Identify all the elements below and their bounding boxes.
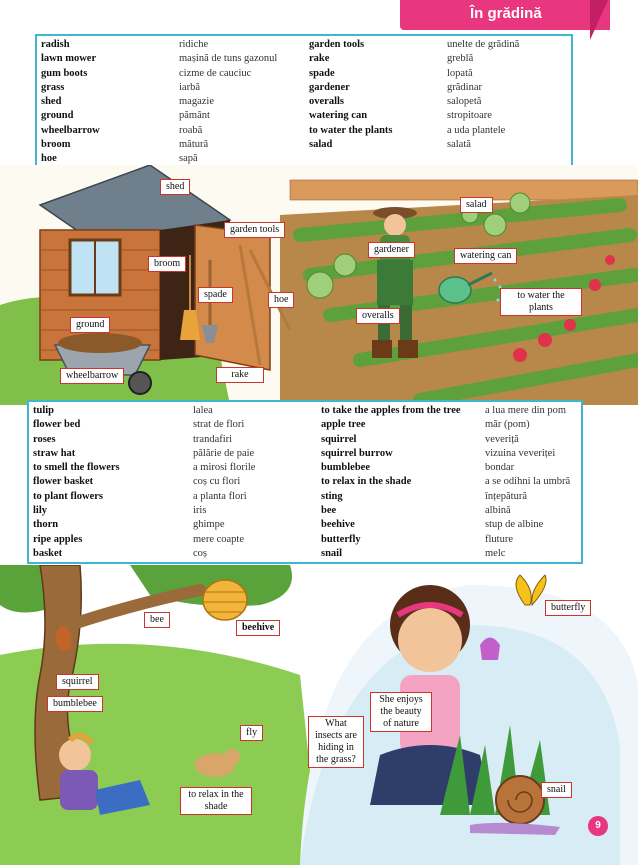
english-term: spade [309,67,335,79]
english-term: hoe [41,153,57,165]
romanian-translation: mătură [179,139,209,151]
vocab-row [29,447,581,461]
english-term: squirrel burrow [321,447,393,459]
english-term: rake [309,53,330,65]
romanian-translation: pământ [179,110,210,122]
romanian-translation: strat de flori [193,419,245,431]
label-snail: snail [541,782,572,798]
page-title: În grădină [470,5,542,22]
romanian-translation: melc [485,547,506,559]
english-term: ground [41,110,74,122]
label-shed: shed [160,179,190,195]
english-term: wheelbarrow [41,124,100,136]
english-term: butterfly [321,533,361,545]
english-term: shed [41,96,62,108]
english-term: snail [321,547,343,559]
vocab-row [37,81,571,95]
label-what-insects-question: What insects are hiding in the grass? [308,716,364,768]
romanian-translation: coș [193,547,207,559]
english-term: ripe apples [33,533,83,545]
romanian-translation: a planta flori [193,490,247,502]
english-term: overalls [309,96,344,108]
english-term: flower basket [33,476,94,488]
vocab-row [29,490,581,504]
romanian-translation: greblă [447,53,474,65]
label-relax-in-the-shade: to relax in the shade [180,787,252,815]
romanian-translation: grădinar [447,81,482,93]
romanian-translation: pălărie de paie [193,447,255,459]
english-term: garden tools [309,39,365,50]
romanian-translation: salată [447,139,471,151]
romanian-translation: a uda plantele [447,124,506,136]
orchard-illustration [0,565,638,865]
label-she-enjoys-nature: She enjoys the beauty of nature [370,692,432,732]
label-squirrel: squirrel [56,674,99,690]
vocab-row [29,475,581,489]
vocab-box-garden [35,34,573,168]
romanian-translation: sapă [179,153,198,165]
garden-illustration [0,165,638,405]
vocab-row [37,138,571,152]
english-term: grass [41,81,65,93]
vocab-row [37,38,571,52]
vocab-row [37,67,571,81]
label-hoe: hoe [268,292,294,308]
english-term: sting [321,490,343,502]
label-bumblebee: bumblebee [47,696,103,712]
english-term: lawn mower [41,53,97,65]
vocab-row [37,95,571,109]
english-term: lily [33,505,48,517]
label-bee: bee [144,612,170,628]
english-term: apple tree [321,419,366,431]
label-wheelbarrow: wheelbarrow [60,368,124,384]
english-term: to relax in the shade [321,476,412,488]
romanian-translation: veveriță [485,433,519,445]
english-term: flower bed [33,419,81,431]
english-term: to plant flowers [33,490,103,502]
romanian-translation: ghimpe [193,519,225,531]
vocab-row [29,418,581,432]
english-term: beehive [321,519,355,531]
romanian-translation: iris [193,505,207,517]
romanian-translation: mașină de tuns gazonul [179,53,278,65]
english-term: roses [33,433,56,445]
english-term: tulip [33,405,55,416]
vocab-row [29,433,581,447]
label-beehive: beehive [236,620,280,636]
romanian-translation: stup de albine [485,519,544,531]
vocab-row [29,504,581,518]
english-term: basket [33,547,63,559]
romanian-translation: fluture [485,533,513,545]
orchard-scene-svg [0,565,638,865]
vocab-row [29,461,581,475]
label-broom: broom [148,256,186,272]
label-fly: fly [240,725,263,741]
romanian-translation: vizuina veveriței [485,447,556,459]
vocab-row [29,404,581,418]
vocab-row [37,109,571,123]
vocab-table-garden [37,38,571,167]
romanian-translation: coș cu flori [193,476,241,488]
english-term: gardener [309,81,350,93]
label-gardener: gardener [368,242,415,258]
vocab-table-orchard [29,404,581,561]
english-term: to water the plants [309,124,393,136]
romanian-translation: înțepătură [485,490,527,502]
label-watering-can: watering can [454,248,517,264]
vocab-box-orchard [27,400,583,564]
label-to-water-the-plants: to water the plants [500,288,582,316]
label-salad: salad [460,197,493,213]
english-term: bumblebee [321,462,371,474]
romanian-translation: măr (pom) [485,419,530,431]
romanian-translation: a lua mere din pom [485,405,567,416]
romanian-translation: mere coapte [193,533,245,545]
vocab-row [37,124,571,138]
english-term: radish [41,39,70,50]
english-term: bee [321,505,337,517]
label-garden-tools: garden tools [224,222,285,238]
romanian-translation: stropitoare [447,110,492,122]
english-term: salad [309,139,333,151]
vocab-row [29,518,581,532]
romanian-translation: a mirosi florile [193,462,256,474]
page-number: 9 [588,816,608,836]
vocab-row [29,533,581,547]
banner-tail [590,0,608,40]
label-butterfly: butterfly [545,600,591,616]
english-term: straw hat [33,447,76,459]
label-rake: rake [216,367,264,383]
vocab-row [37,52,571,66]
romanian-translation: salopetă [447,96,482,108]
label-ground: ground [70,317,110,333]
romanian-translation: bondar [485,462,515,474]
english-term: gum boots [41,67,88,79]
romanian-translation: albină [485,505,511,517]
english-term: thorn [33,519,59,531]
romanian-translation: lalea [193,405,213,416]
label-overalls: overalls [356,308,400,324]
romanian-translation: unelte de grădină [447,39,520,50]
english-term: broom [41,139,71,151]
romanian-translation: roabă [179,124,203,136]
english-term: watering can [309,110,368,122]
english-term: squirrel [321,433,357,445]
romanian-translation: trandafiri [193,433,233,445]
romanian-translation: magazie [179,96,214,108]
label-spade: spade [198,287,233,303]
romanian-translation: lopată [447,67,473,79]
romanian-translation: iarbă [179,81,200,93]
vocab-row [29,547,581,561]
romanian-translation: a se odihni la umbră [485,476,571,488]
english-term: to smell the flowers [33,462,120,474]
english-term: to take the apples from the tree [321,405,461,416]
romanian-translation: ridiche [179,39,209,50]
romanian-translation: cizme de cauciuc [179,67,252,79]
